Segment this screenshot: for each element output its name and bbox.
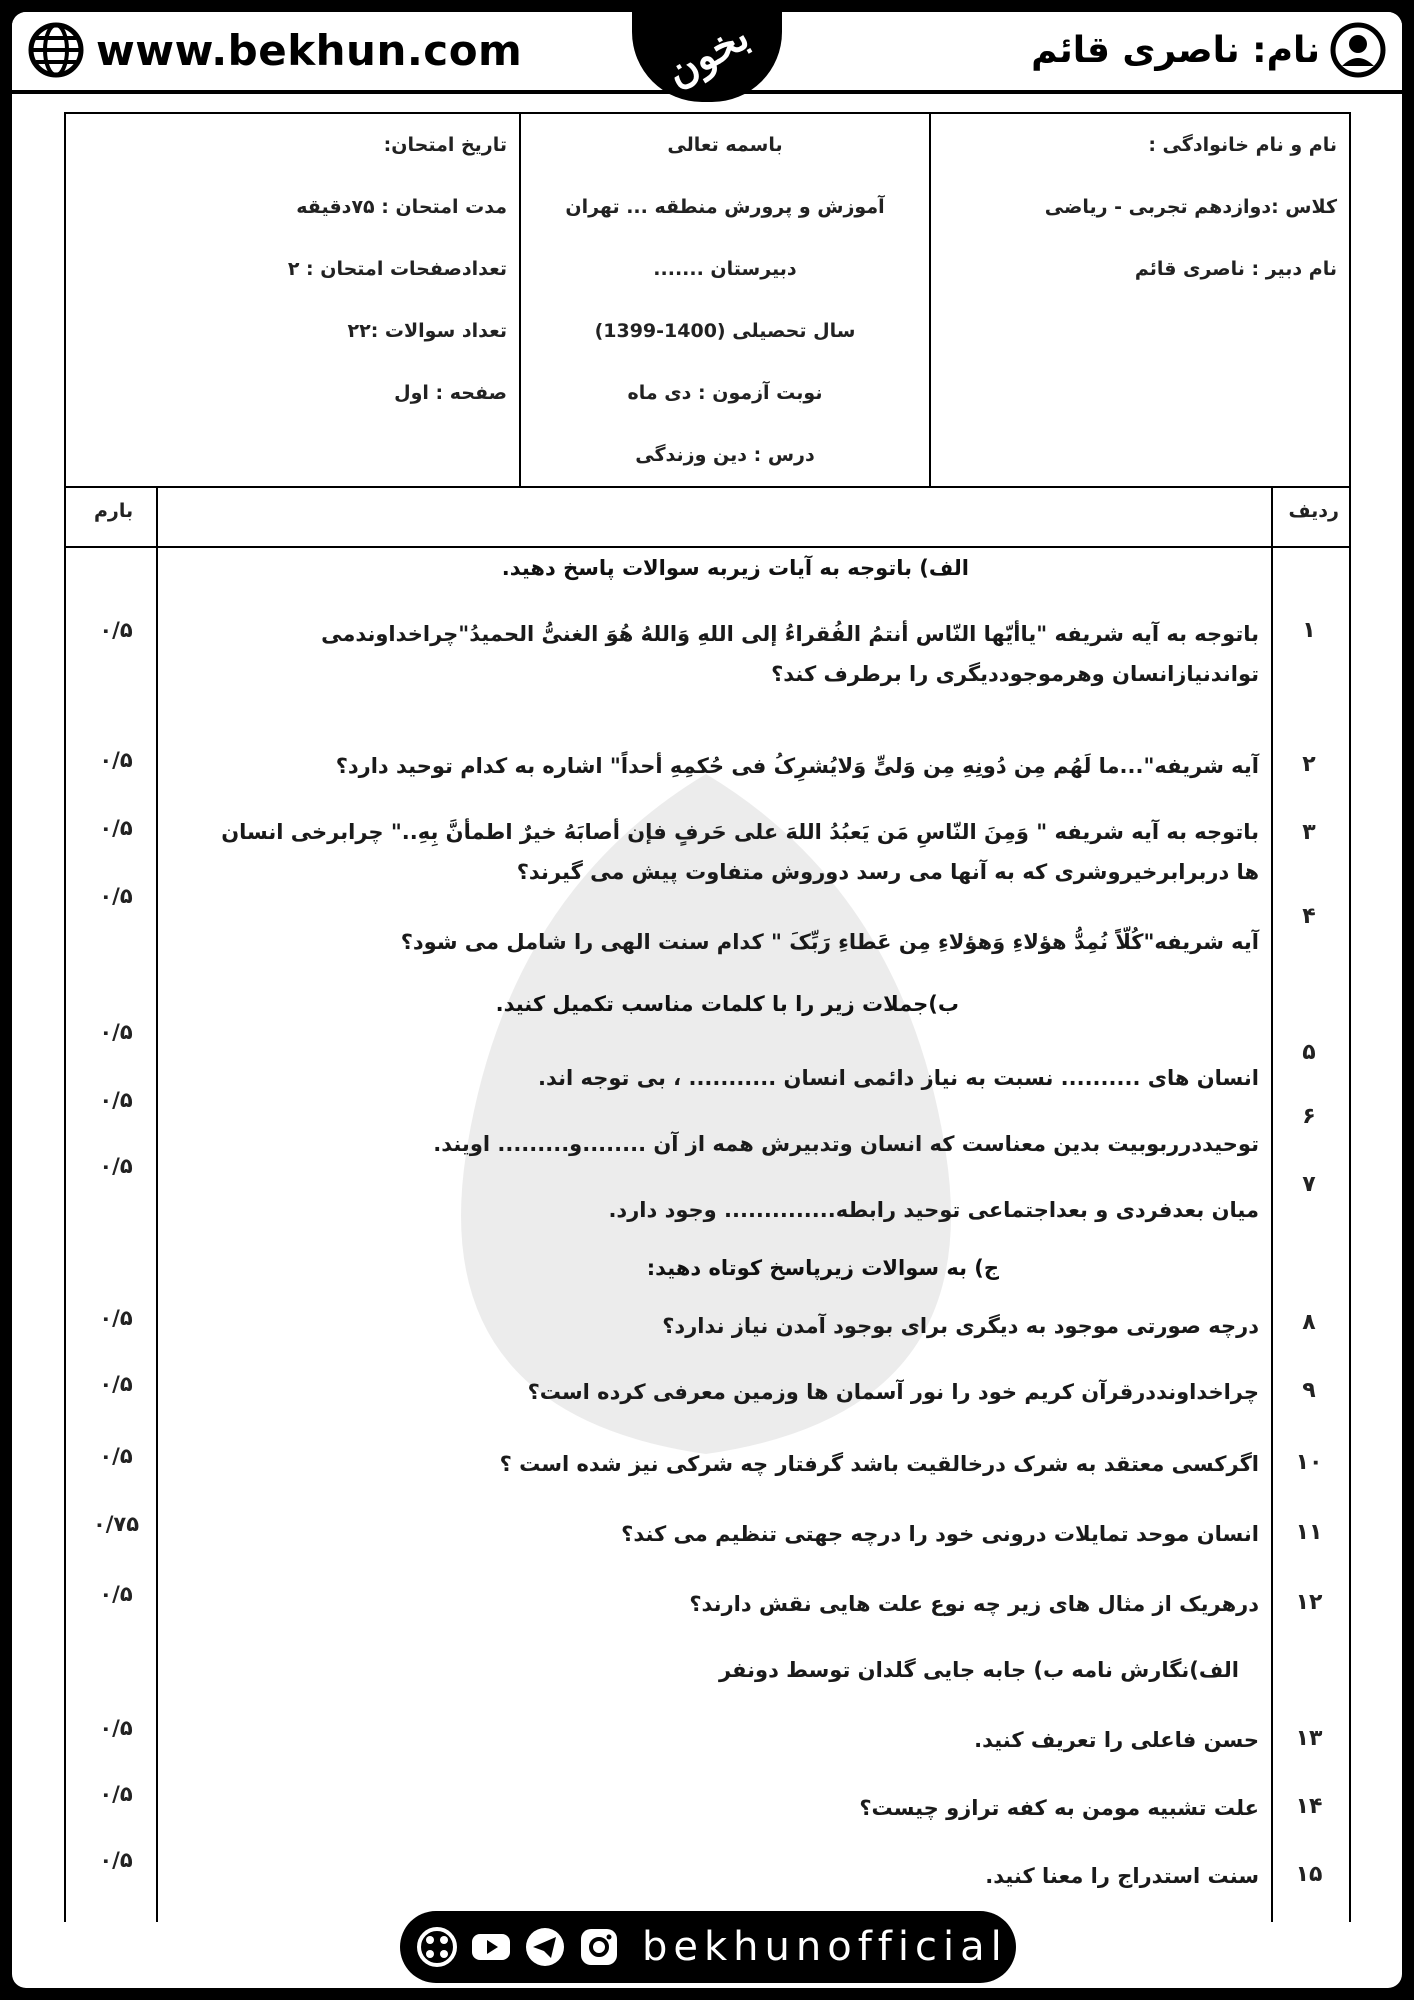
question-number: ۱۴	[1295, 1794, 1323, 1819]
instagram-icon[interactable]	[578, 1926, 620, 1968]
page-label: صفحه : اول	[394, 382, 507, 404]
question-score: ۰/۵	[99, 1372, 133, 1396]
question-text: علت تشبیه مومن به کفه ترازو چیست؟	[859, 1796, 1259, 1820]
school: دبیرستان .......	[653, 258, 797, 280]
question-number: ۱۵	[1295, 1862, 1323, 1887]
question-number: ۵	[1302, 1040, 1316, 1065]
question-score: ۰/۵	[99, 748, 133, 772]
section-b-title: ب)جملات زیر را با کلمات مناسب تکمیل کنید.	[495, 992, 959, 1016]
globe-icon	[28, 22, 84, 78]
question-score: ۰/۵	[99, 1716, 133, 1740]
telegram-icon[interactable]	[524, 1926, 566, 1968]
question-number: ۱۲	[1295, 1590, 1323, 1615]
user-icon	[1330, 22, 1386, 78]
top-bar	[12, 12, 1402, 97]
subject: درس : دین وزندگی	[635, 444, 815, 466]
question-score: ۰/۵	[99, 1020, 133, 1044]
page-count: تعدادصفحات امتحان : ۲	[287, 258, 507, 280]
column-header-divider	[66, 546, 1349, 548]
question-score: ۰/۵	[99, 1154, 133, 1178]
question-text: آیه شریفه"...ما لَهُم مِن دُونِهِ مِن وَلیٍّ وَلایُشرِکُ فی حُکمِهِ أحداً" اشاره به کدام توحید دارد؟	[335, 754, 1259, 778]
district: آموزش و پرورش منطقه ... تهران	[565, 196, 885, 218]
question-number: ۱	[1302, 618, 1316, 643]
question-number: ۲	[1302, 752, 1316, 777]
exam-sheet	[64, 112, 1351, 1922]
question-number: ۹	[1302, 1378, 1316, 1403]
question-text: چراخداونددرقرآن کریم خود را نور آسمان ها وزمین معرفی کرده است؟	[527, 1380, 1259, 1404]
section-a-title: الف) باتوجه به آیات زیربه سوالات پاسخ دهید.	[501, 556, 969, 580]
question-text: درچه صورتی موجود به دیگری برای بوجود آمدن نیاز ندارد؟	[662, 1314, 1259, 1338]
question-number: ۱۰	[1295, 1450, 1323, 1475]
question-score: ۰/۵	[99, 1088, 133, 1112]
exam-date: تاریخ امتحان:	[383, 134, 507, 156]
question-score: ۰/۵	[99, 618, 133, 642]
question-text: توحیددرربوبیت بدین معناست که انسان وتدبیرش همه از آن ........و......... اویند.	[433, 1132, 1259, 1156]
aparat-icon[interactable]	[416, 1926, 458, 1968]
section-c-title: ج) به سوالات زیرپاسخ کوتاه دهید:	[646, 1256, 999, 1280]
row-column-header: ردیف	[1288, 500, 1339, 522]
teacher-field: نام دبیر : ناصری قائم	[1134, 258, 1337, 280]
question-sub-items: الف)نگارش نامه ب) جابه جایی گلدان توسط دونفر	[718, 1658, 1239, 1682]
class-field: کلاس :دوازدهم تجربی - ریاضی	[1044, 196, 1337, 218]
question-count: تعداد سوالات :۲۲	[347, 320, 507, 342]
question-text: حسن فاعلی را تعریف کنید.	[974, 1728, 1259, 1752]
website-link[interactable]	[28, 22, 522, 78]
header-school-info	[519, 114, 929, 486]
exam-session: نوبت آزمون : دی ماه	[627, 382, 823, 404]
bismillah: باسمه تعالی	[667, 134, 783, 156]
question-score: ۰/۵	[99, 1306, 133, 1330]
question-score: ۰/۵	[99, 816, 133, 840]
question-number: ۱۳	[1295, 1726, 1323, 1751]
question-text: سنت استدراج را معنا کنید.	[985, 1864, 1259, 1888]
question-text: آیه شریفه"کُلّاً نُمِدُّ هؤلاءِ وَهؤلاءِ مِن عَطاءِ رَبِّکَ " کدام سنت الهی را شامل می شود؟	[400, 930, 1259, 954]
question-number: ۳	[1302, 820, 1316, 845]
header-divider	[66, 486, 1349, 488]
question-score: ۰/۵	[99, 884, 133, 908]
question-score: ۰/۵	[99, 1582, 133, 1606]
header-exam-info	[64, 114, 519, 486]
question-number: ۸	[1302, 1310, 1316, 1335]
question-number: ۱۱	[1295, 1520, 1323, 1545]
exam-duration: مدت امتحان : ۷۵دقیقه	[296, 196, 507, 218]
question-text: میان بعدفردی و بعداجتماعی توحید رابطه.............. وجود دارد.	[608, 1198, 1259, 1222]
question-score: ۰/۵	[99, 1782, 133, 1806]
question-score: ۰/۵	[99, 1444, 133, 1468]
question-text: درهریک از مثال های زیر چه نوع علت هایی نقش دارند؟	[689, 1592, 1259, 1616]
brand-logo	[632, 12, 782, 102]
score-column-line	[156, 486, 158, 1922]
question-text: باتوجه به آیه شریفه " وَمِنَ النّاسِ مَن یَعبُدُ اللهَ علی حَرفٍ فإن أصابَهُ خیرٌ اطمأنَّ بِهِ.." چرابرخی انسان ها دربرابرخیروشری که به آنها می رسد دوروش متفاوت پیش می گیرند؟	[221, 820, 1259, 884]
logo-text: بخون	[657, 12, 757, 97]
question-text: انسان های .......... نسبت به نیاز دائمی انسان ........... ، بی توجه اند.	[538, 1066, 1259, 1090]
page-frame	[12, 12, 1402, 1988]
question-number: ۶	[1302, 1104, 1316, 1129]
social-handle[interactable]: bekhunofficial	[642, 1924, 1008, 1970]
teacher-name: نام: ناصری قائم	[1031, 29, 1320, 71]
social-bar	[400, 1911, 1016, 1983]
score-column-header: بارم	[94, 500, 134, 522]
header-student-info	[929, 114, 1349, 486]
question-number: ۴	[1302, 904, 1316, 929]
student-name-field: نام و نام خانوادگی :	[1148, 134, 1337, 156]
website-url: www.bekhun.com	[96, 25, 523, 75]
question-text: انسان موحد تمایلات درونی خود را درچه جهتی تنظیم می کند؟	[621, 1522, 1259, 1546]
question-number: ۷	[1302, 1172, 1316, 1197]
teacher-name-block	[1031, 22, 1386, 78]
question-score: ۰/۵	[99, 1848, 133, 1872]
question-text: اگرکسی معتقد به شرک درخالقیت باشد گرفتار چه شرکی نیز شده است ؟	[499, 1452, 1259, 1476]
question-score: ۰/۷۵	[92, 1512, 140, 1536]
academic-year: سال تحصیلی (1400-1399)	[594, 320, 856, 342]
row-column-line	[1271, 486, 1273, 1922]
youtube-icon[interactable]	[470, 1926, 512, 1968]
question-text: باتوجه به آیه شریفه "یاأیّها النّاس أنتمُ الفُقراءُ إلی اللهِ وَاللهُ هُوَ الغنیُّ الحمیدُ"چراخداوندمی تواندنیازانسان وهرموجوددیگری را برطرف کند؟	[321, 622, 1259, 686]
